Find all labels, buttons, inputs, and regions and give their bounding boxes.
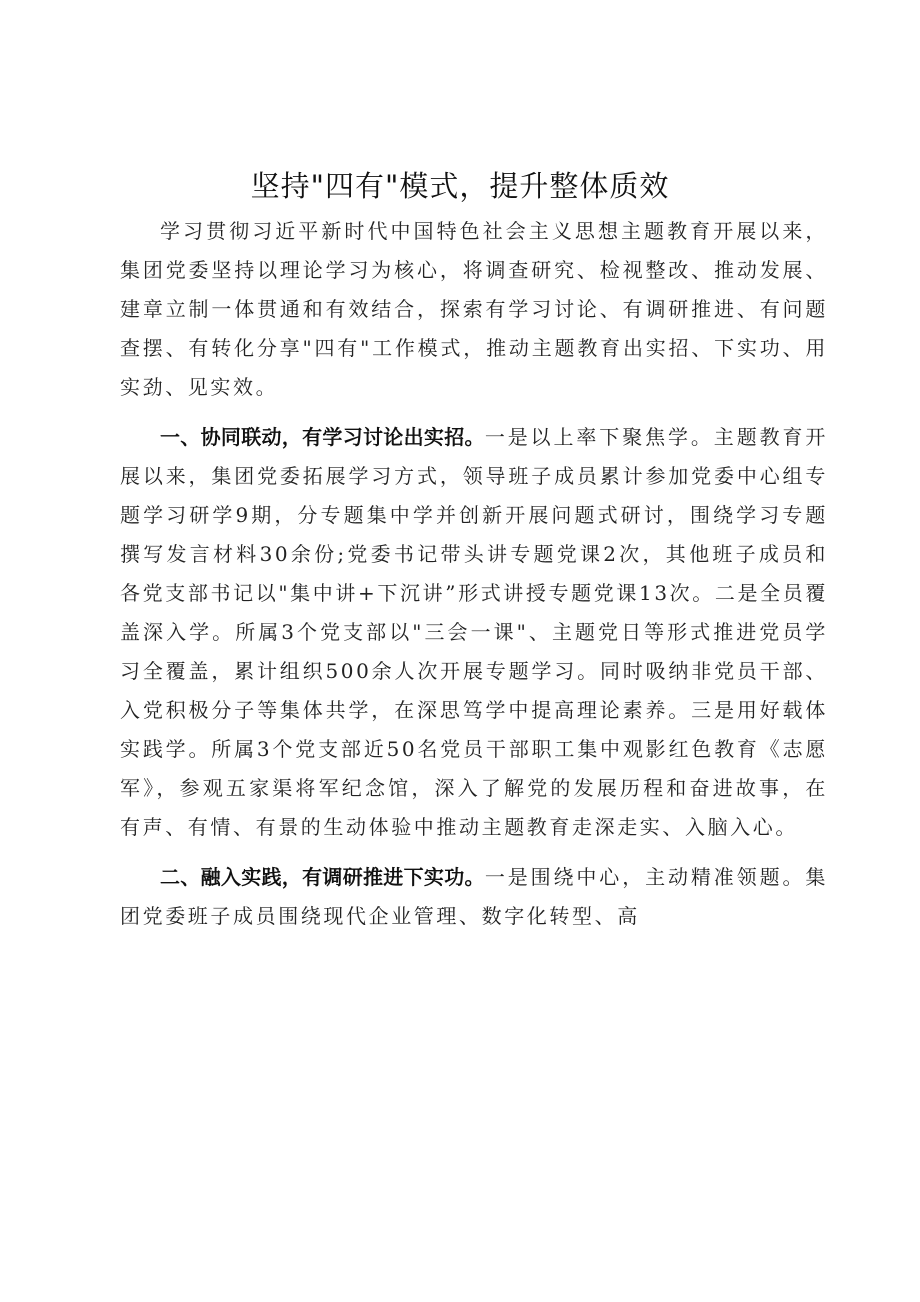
paragraph-intro-text: 学习贯彻习近平新时代中国特色社会主义思想主题教育开展以来，集团党委坚持以理论学习为核心，将调查研究、检视整改、推动发展、建章立制一体贯通和有效结合，探索有学习讨论、有调研推进、有问题查摆、有转化分享"四有"工作模式，推动主题教育出实招、下实功、用实劲、见实效。 (120, 219, 828, 399)
document-title: 坚持"四有"模式，提升整体质效 (250, 169, 670, 203)
section-2-text: 一是围绕中心，主动精准领题。集团党委班子成员围绕现代企业管理、数字化转型、高 (120, 865, 829, 928)
paragraph-intro (120, 212, 828, 407)
paragraph-section-2 (120, 858, 828, 936)
section-2-heading: 二、融入实践，有调研推进下实功。 (160, 865, 485, 889)
section-1-heading: 一、协同联动，有学习讨论出实招。 (160, 425, 485, 449)
section-1-text: 一是以上率下聚焦学。主题教育开展以来，集团党委拓展学习方式，领导班子成员累计参加党委中心组专题学习研学9期，分专题集中学并创新开展问题式研讨，围绕学习专题撰写发言材料30余份;党委书记带头讲专题党课2次，其他班子成员和各党支部书记以"集中讲+下沉讲”形式讲授专题党课13次。二是全员覆盖深入学。所属3个党支部以"三会一课"、主题党日等形式推进党员学习全覆盖，累计组织500余人次开展专题学习。同时吸纳非党员干部、入党积极分子等集体共学，在深思笃学中提高理论素养。三是用好载体实践学。所属3个党支部近50名党员干部职工集中观影红色教育《志愿军》，参观五家渠将军纪念馆，深入了解党的发展历程和奋进故事，在有声、有情、有景的生动体验中推动主题教育走深走实、入脑入心。 (120, 425, 829, 839)
document-body (120, 212, 828, 936)
paragraph-section-1 (120, 418, 828, 847)
